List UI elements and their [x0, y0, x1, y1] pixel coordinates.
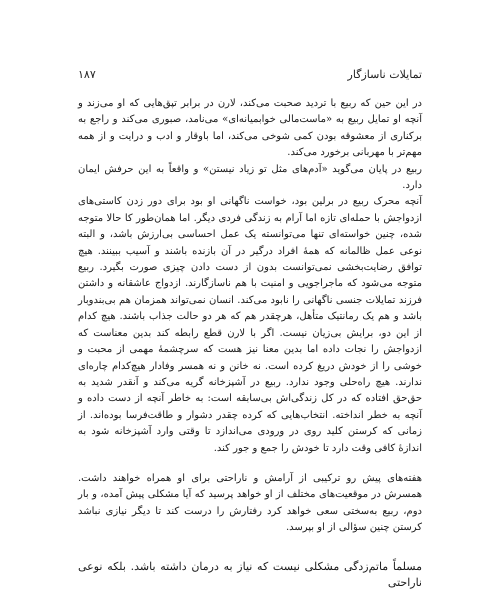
- paragraph-4: هفته‌های پیش رو ترکیبی از آرامش و ناراحتی برای او همراه خواهند داشت. همسرش در موقعیت‌های مختلف از او خواهد پرسید که آیا مشکلی پیش آمده، و بار دوم، ربیع به‌سختی سعی خواهد کرد رفتارش را درست کند تا دیگر نیازی نباشد کرستن چنین سؤالی از او بپرسد.: [78, 472, 422, 534]
- paragraph-5: مسلماً ماتم‌زدگی مشکلی نیست که نیاز به درمان داشته باشد. بلکه نوعی ناراحتی: [78, 559, 422, 589]
- page-number: ۱۸۷: [78, 67, 96, 81]
- paragraph-1: در این حین که ربیع با تردید صحبت می‌کند، لارن در برابر تپق‌هایی که او می‌زند و آنچه او تمایل ربیع به «ماست‌مالی خوابمیانه‌ای» می‌نامد، صبوری می‌کند و راجع به برکناری از معشوقه بودن کمی شوخی می‌کند، اما باوقار و ادب و درایت و از همه مهم‌تر با مهربانی برخورد می‌کند.: [78, 98, 422, 159]
- paragraph-3: آنچه محرک ربیع در برلین بود، خواست ناگهانی او بود برای دور زدن کاستی‌های ازدواجش با حمله‌ای تازه اما آرام به زندگی فردی دیگر. اما همان‌طور کا حالا متوجه شده، چنین خواسته‌ای تنها می‌توانسته یک عمل احساسی بی‌ارزش باشد، و البته نوعی عمل ظالمانه که همهٔ افراد درگیر در آن بازنده باشند و آسیب ببینند. هیچ توافق رضایت‌بخشی نمی‌توانست بدون از دست دادن چیزی صورت بگیرد. ربیع متوجه می‌شود که ماجراجویی و امنیت با هم ناسازگارند. ازدواج عاشقانه و داشتن فرزند تمایلات جنسی ناگهانی را نابود می‌کند. انسان نمی‌تواند همزمان هم بی‌بندوبار باشد و هم یک رمانتیک متأهل، هرچقدر هم که هر دو حالت جذاب باشند. هیچ کدام از این دو، برایش بی‌زیان نیست. اگر با لارن قطع رابطه کند بدین معناست که ازدواجش را نجات داده اما بدین معنا نیز هست که سرچشمهٔ مهمی از محبت و خوشی را از خودش دریغ کرده است. نه خانن و نه همسر وفادار هیچ‌کدام چاره‌ای ندارند. هیچ راه‌حلی وجود ندارد. ربیع در آشپزخانه گریه می‌کند و آنقدر شدید به حق‌حق افتاده که در کل زندگی‌اش بی‌سابقه است: به خاطر آنچه از دست داده و آنچه به خطر انداخته. انتخاب‌هایی که کرده چقدر دشوار و طاقت‌فرسا بوده‌اند. از زمانی که کرستن کلید روی در ورودی می‌اندازد تا وقتی وارد آشپزخانه شود به اندازهٔ کافی وقت دارد تا خودش را جمع و جور کند.: [78, 196, 422, 454]
- body-text: [78, 96, 422, 591]
- paragraph-2: ربیع در پایان می‌گوید «آدم‌های مثل تو زیاد نیستن» و واقعاً به این حرفش ایمان دارد.: [78, 163, 422, 192]
- running-title: تمایلات ناسازگار: [347, 67, 422, 81]
- page-header: [78, 66, 422, 82]
